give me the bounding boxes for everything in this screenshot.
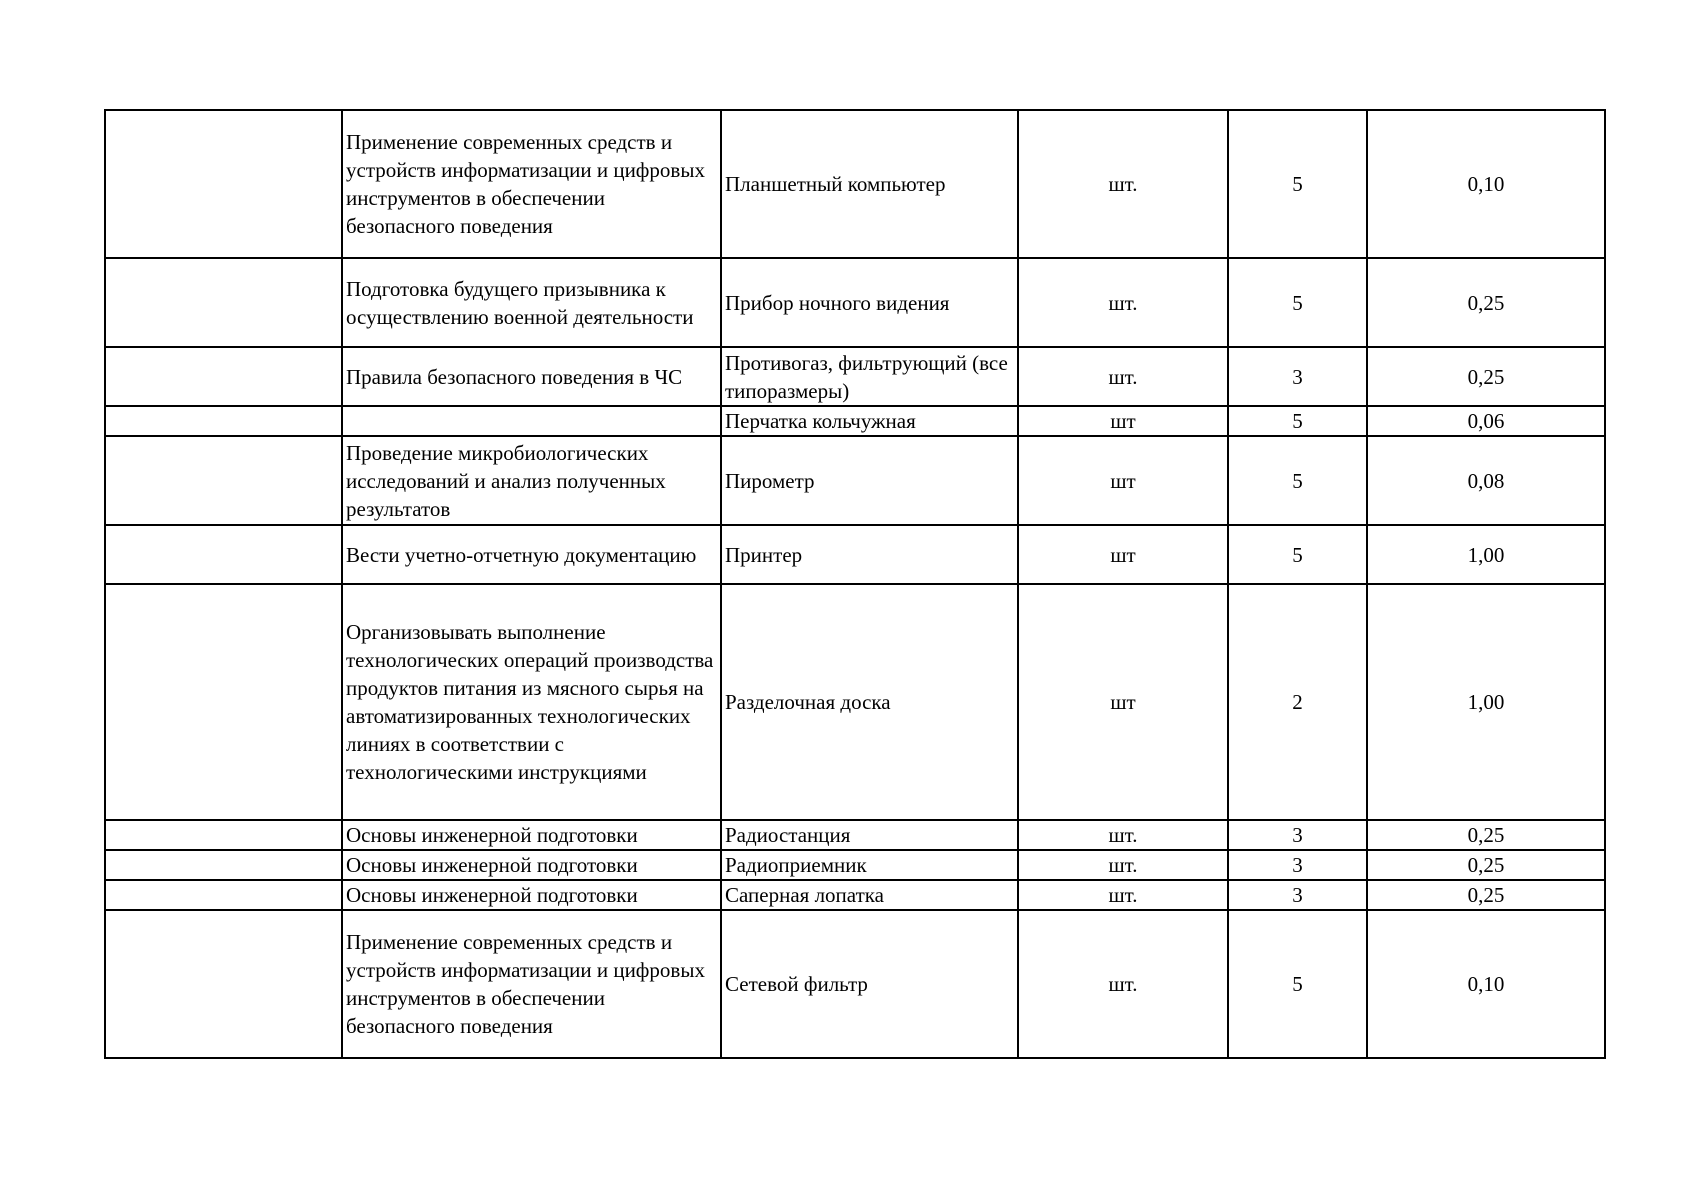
topic-cell: Проведение микробиологических исследований и анализ полученных результатов [342, 436, 721, 525]
topic-cell: Применение современных средств и устройств информатизации и цифровых инструментов в обеспечении безопасного поведения [342, 910, 721, 1058]
topic-cell: Основы инженерной подготовки [342, 850, 721, 880]
topic-cell: Правила безопасного поведения в ЧС [342, 347, 721, 406]
item-cell: Пирометр [721, 436, 1018, 525]
item-cell: Радиоприемник [721, 850, 1018, 880]
norm-cell: 0,25 [1367, 850, 1605, 880]
row-index-cell [105, 820, 342, 850]
quantity-cell: 5 [1228, 258, 1367, 347]
item-cell: Планшетный компьютер [721, 110, 1018, 258]
table-row [105, 258, 1605, 347]
unit-cell: шт. [1018, 820, 1228, 850]
unit-cell: шт. [1018, 258, 1228, 347]
item-cell: Радиостанция [721, 820, 1018, 850]
equipment-table [104, 109, 1606, 1059]
unit-cell: шт. [1018, 110, 1228, 258]
row-index-cell [105, 525, 342, 584]
row-index-cell [105, 910, 342, 1058]
table-row [105, 820, 1605, 850]
norm-cell: 1,00 [1367, 584, 1605, 820]
topic-cell: Организовывать выполнение технологических операций производства продуктов питания из мясного сырья на автоматизированных технологических линиях в соответствии с технологическими инструкциями [342, 584, 721, 820]
unit-cell: шт. [1018, 910, 1228, 1058]
quantity-cell: 5 [1228, 525, 1367, 584]
table-row [105, 347, 1605, 406]
item-cell: Разделочная доска [721, 584, 1018, 820]
quantity-cell: 3 [1228, 347, 1367, 406]
row-index-cell [105, 406, 342, 436]
item-cell: Противогаз, фильтрующий (все типоразмеры) [721, 347, 1018, 406]
row-index-cell [105, 347, 342, 406]
topic-cell: Подготовка будущего призывника к осуществлению военной деятельности [342, 258, 721, 347]
item-cell: Сетевой фильтр [721, 910, 1018, 1058]
table-row [105, 110, 1605, 258]
norm-cell: 0,06 [1367, 406, 1605, 436]
norm-cell: 0,08 [1367, 436, 1605, 525]
table-row [105, 910, 1605, 1058]
topic-cell: Основы инженерной подготовки [342, 880, 721, 910]
quantity-cell: 5 [1228, 406, 1367, 436]
item-cell: Саперная лопатка [721, 880, 1018, 910]
unit-cell: шт. [1018, 850, 1228, 880]
norm-cell: 0,25 [1367, 820, 1605, 850]
topic-cell: Вести учетно-отчетную документацию [342, 525, 721, 584]
item-cell: Принтер [721, 525, 1018, 584]
unit-cell: шт [1018, 525, 1228, 584]
table-row [105, 406, 1605, 436]
topic-cell: Основы инженерной подготовки [342, 820, 721, 850]
norm-cell: 0,25 [1367, 347, 1605, 406]
unit-cell: шт. [1018, 880, 1228, 910]
quantity-cell: 5 [1228, 910, 1367, 1058]
quantity-cell: 5 [1228, 110, 1367, 258]
topic-cell: Применение современных средств и устройств информатизации и цифровых инструментов в обеспечении безопасного поведения [342, 110, 721, 258]
unit-cell: шт [1018, 436, 1228, 525]
quantity-cell: 3 [1228, 850, 1367, 880]
item-cell: Прибор ночного видения [721, 258, 1018, 347]
row-index-cell [105, 436, 342, 525]
table-row [105, 525, 1605, 584]
norm-cell: 0,10 [1367, 110, 1605, 258]
quantity-cell: 5 [1228, 436, 1367, 525]
norm-cell: 0,10 [1367, 910, 1605, 1058]
norm-cell: 1,00 [1367, 525, 1605, 584]
table-row [105, 880, 1605, 910]
table-row [105, 850, 1605, 880]
unit-cell: шт [1018, 406, 1228, 436]
table-row [105, 436, 1605, 525]
norm-cell: 0,25 [1367, 880, 1605, 910]
quantity-cell: 3 [1228, 820, 1367, 850]
table-row [105, 584, 1605, 820]
row-index-cell [105, 880, 342, 910]
item-cell: Перчатка кольчужная [721, 406, 1018, 436]
row-index-cell [105, 110, 342, 258]
row-index-cell [105, 584, 342, 820]
norm-cell: 0,25 [1367, 258, 1605, 347]
topic-cell [342, 406, 721, 436]
quantity-cell: 2 [1228, 584, 1367, 820]
quantity-cell: 3 [1228, 880, 1367, 910]
row-index-cell [105, 258, 342, 347]
unit-cell: шт [1018, 584, 1228, 820]
row-index-cell [105, 850, 342, 880]
unit-cell: шт. [1018, 347, 1228, 406]
